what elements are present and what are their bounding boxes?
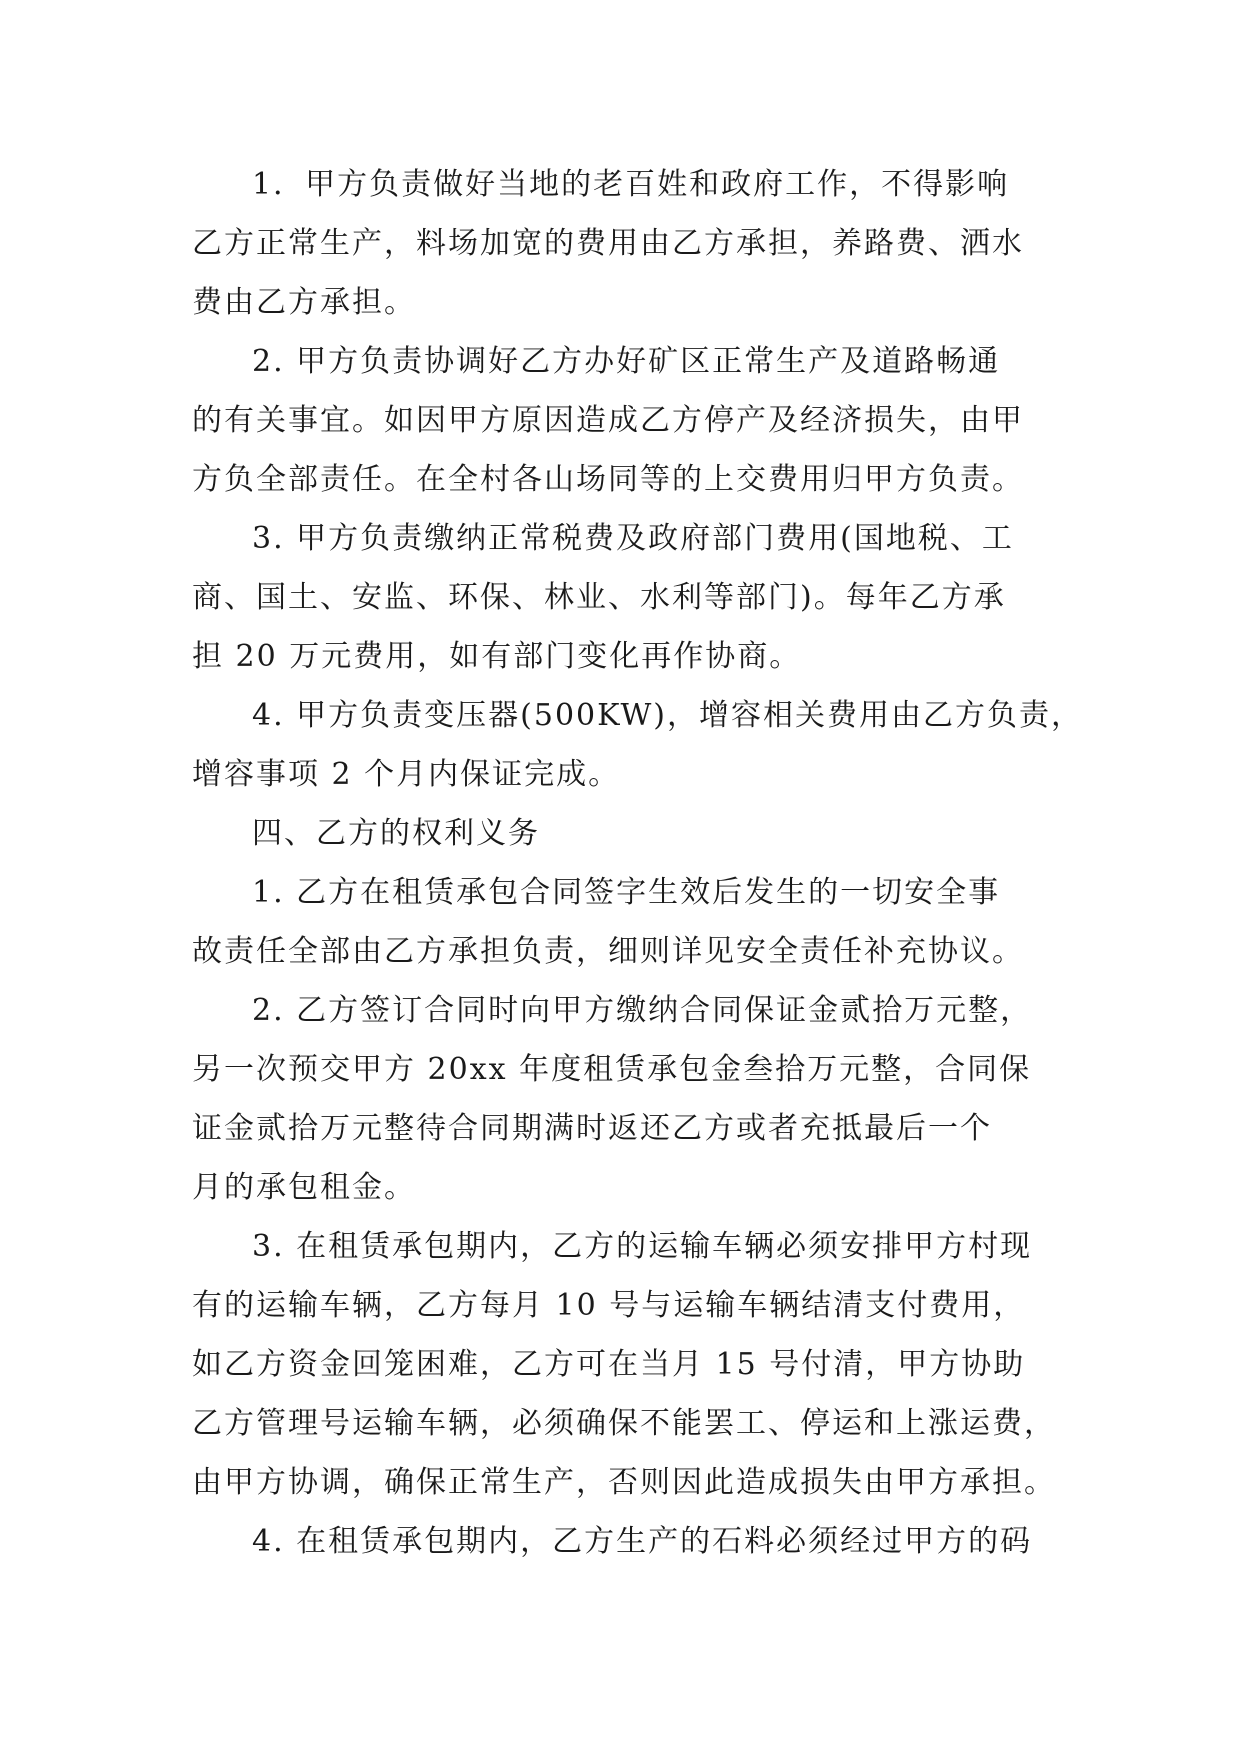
- paragraph-line: 担 20 万元费用，如有部门变化再作协商。: [192, 639, 802, 674]
- paragraph-line: 乙方正常生产，料场加宽的费用由乙方承担，养路费、洒水: [192, 226, 1024, 261]
- paragraph-line: 另一次预交甲方 20xx 年度租赁承包金叁拾万元整，合同保: [192, 1052, 1032, 1087]
- paragraph-line: 乙方管理号运输车辆，必须确保不能罢工、停运和上涨运费，: [192, 1406, 1056, 1441]
- paragraph-line: 证金贰拾万元整待合同期满时返还乙方或者充抵最后一个: [192, 1111, 992, 1146]
- paragraph-line: 的有关事宜。如因甲方原因造成乙方停产及经济损失，由甲: [192, 403, 1024, 438]
- paragraph-line: 月的承包租金。: [192, 1170, 416, 1205]
- paragraph-line: 1. 乙方在租赁承包合同签字生效后发生的一切安全事: [252, 875, 1001, 910]
- paragraph-line: 方负全部责任。在全村各山场同等的上交费用归甲方负责。: [192, 462, 1024, 497]
- paragraph-line: 如乙方资金回笼困难，乙方可在当月 15 号付清，甲方协助: [192, 1347, 1026, 1382]
- paragraph-line: 商、国土、安监、环保、林业、水利等部门)。每年乙方承: [192, 580, 1006, 615]
- paragraph-line: 2. 甲方负责协调好乙方办好矿区正常生产及道路畅通: [252, 344, 1001, 379]
- paragraph-line: 2. 乙方签订合同时向甲方缴纳合同保证金贰拾万元整，: [252, 993, 1033, 1028]
- paragraph-line: 1．甲方负责做好当地的老百姓和政府工作，不得影响: [252, 167, 1010, 202]
- paragraph-line: 3. 甲方负责缴纳正常税费及政府部门费用(国地税、工: [252, 521, 1014, 556]
- paragraph-line: 由甲方协调，确保正常生产，否则因此造成损失由甲方承担。: [192, 1465, 1056, 1500]
- paragraph-line: 有的运输车辆，乙方每月 10 号与运输车辆结清支付费用，: [192, 1288, 1026, 1323]
- section-heading: 四、乙方的权利义务: [252, 816, 540, 851]
- paragraph-line: 故责任全部由乙方承担负责，细则详见安全责任补充协议。: [192, 934, 1024, 969]
- paragraph-line: 费由乙方承担。: [192, 285, 416, 320]
- paragraph-line: 4. 在租赁承包期内，乙方生产的石料必须经过甲方的码: [252, 1524, 1033, 1559]
- paragraph-line: 3. 在租赁承包期内，乙方的运输车辆必须安排甲方村现: [252, 1229, 1033, 1264]
- paragraph-line: 增容事项 2 个月内保证完成。: [192, 757, 621, 792]
- paragraph-line: 4. 甲方负责变压器(500KW)，增容相关费用由乙方负责，: [252, 698, 1084, 733]
